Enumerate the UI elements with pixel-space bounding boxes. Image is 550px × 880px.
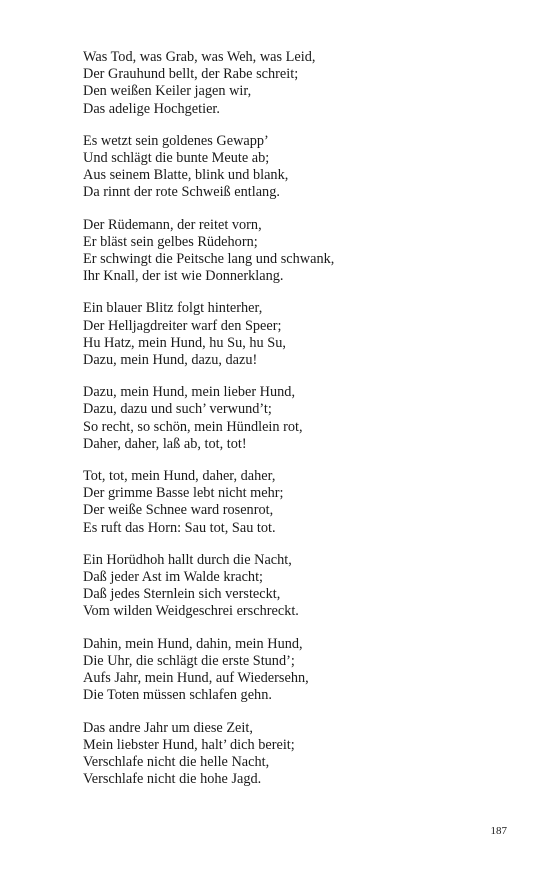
poem-line: Die Toten müssen schlafen gehn. — [83, 687, 272, 704]
poem-line: Das adelige Hochgetier. — [83, 100, 220, 117]
stanza — [83, 636, 483, 705]
poem-line: Dazu, mein Hund, mein lieber Hund, — [83, 384, 296, 401]
poem-line: Er bläst sein gelbes Rüdehorn; — [83, 233, 258, 250]
stanza — [83, 133, 483, 202]
poem-line: Den weißen Keiler jagen wir, — [83, 83, 252, 100]
poem-line: Und schlägt die bunte Meute ab; — [83, 150, 270, 167]
poem-line: Das andre Jahr um diese Zeit, — [83, 719, 253, 736]
poem-line: Der Grauhund bellt, der Rabe schreit; — [83, 66, 299, 83]
stanza — [83, 552, 483, 621]
poem-line: Der Rüdemann, der reitet vorn, — [83, 216, 262, 233]
poem-line: Hu Hatz, mein Hund, hu Su, hu Su, — [83, 334, 286, 351]
poem-line: Die Uhr, die schlägt die erste Stund’; — [83, 652, 295, 669]
stanza — [83, 49, 483, 118]
poem-line: Aufs Jahr, mein Hund, auf Wiedersehn, — [83, 670, 309, 687]
poem-line: Vom wilden Weidgeschrei erschreckt. — [83, 603, 299, 620]
poem-line: So recht, so schön, mein Hündlein rot, — [83, 418, 303, 435]
poem-line: Da rinnt der rote Schweiß entlang. — [83, 184, 280, 201]
stanza — [83, 384, 483, 453]
poem-line: Verschlafe nicht die helle Nacht, — [83, 753, 270, 770]
poem-line: Dazu, mein Hund, dazu, dazu! — [83, 352, 258, 369]
poem-line: Tot, tot, mein Hund, daher, daher, — [83, 468, 276, 485]
poem-line: Dahin, mein Hund, dahin, mein Hund, — [83, 635, 303, 652]
poem-line: Verschlafe nicht die hohe Jagd. — [83, 771, 262, 788]
poem-line: Es ruft das Horn: Sau tot, Sau tot. — [83, 519, 276, 536]
poem-line: Was Tod, was Grab, was Weh, was Leid, — [83, 49, 316, 65]
poem-line: Es wetzt sein goldenes Gewapp’ — [83, 132, 269, 149]
stanza — [83, 300, 483, 369]
poem-line: Daher, daher, laß ab, tot, tot! — [83, 435, 247, 452]
poem — [83, 49, 483, 803]
poem-line: Ein blauer Blitz folgt hinterher, — [83, 300, 263, 317]
poem-line: Dazu, dazu und such’ verwund’t; — [83, 401, 272, 418]
poem-line: Mein liebster Hund, halt’ dich bereit; — [83, 736, 295, 753]
stanza — [83, 468, 483, 537]
stanza — [83, 720, 483, 789]
poem-line: Der weiße Schnee ward rosenrot, — [83, 502, 274, 519]
poem-line: Der grimme Basse lebt nicht mehr; — [83, 485, 284, 502]
poem-line: Aus seinem Blatte, blink und blank, — [83, 167, 289, 184]
stanza — [83, 217, 483, 286]
poem-line: Daß jeder Ast im Walde kracht; — [83, 569, 264, 586]
poem-line: Er schwingt die Peitsche lang und schwank, — [83, 251, 335, 268]
poem-line: Ein Horüdhoh hallt durch die Nacht, — [83, 551, 292, 568]
poem-line: Der Helljagdreiter warf den Speer; — [83, 317, 282, 334]
page-number: 187 — [490, 825, 507, 837]
poem-line: Daß jedes Sternlein sich versteckt, — [83, 586, 281, 603]
poem-line: Ihr Knall, der ist wie Donnerklang. — [83, 268, 284, 285]
